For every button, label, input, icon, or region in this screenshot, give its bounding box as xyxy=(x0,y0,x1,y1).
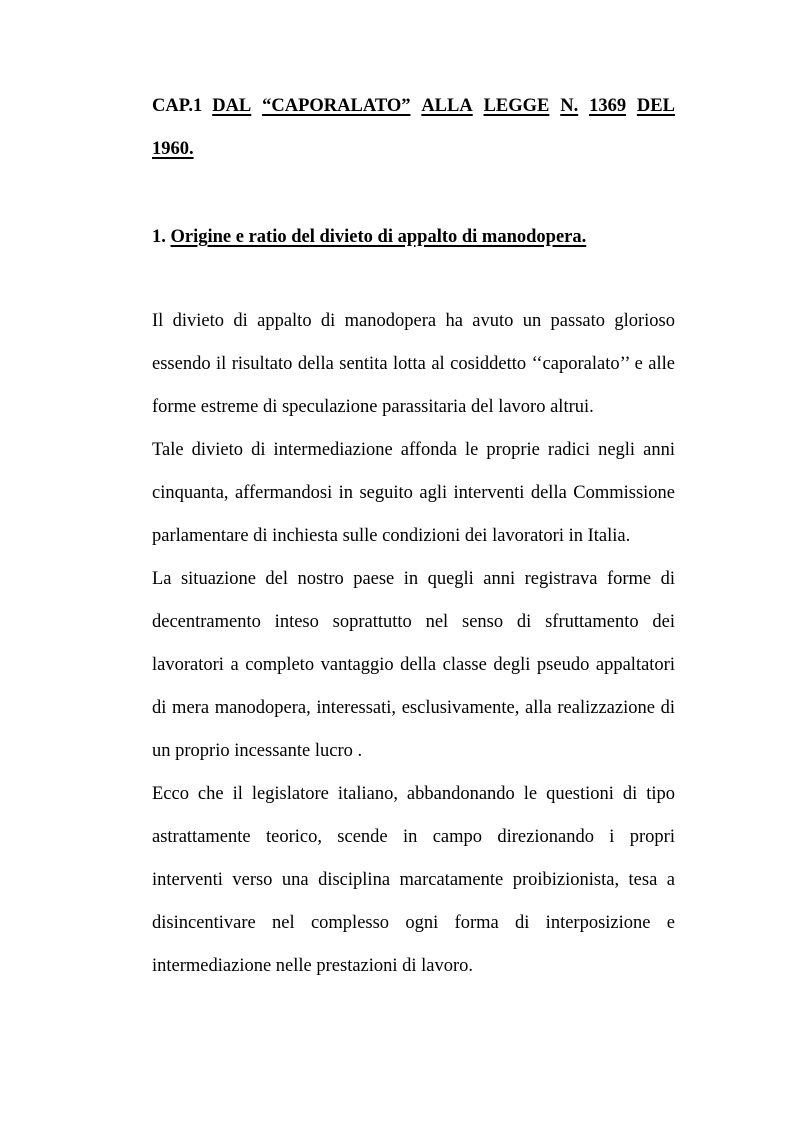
body-text xyxy=(152,300,675,988)
chapter-title-word: 1369 xyxy=(589,96,627,116)
chapter-prefix: CAP.1 xyxy=(152,96,203,116)
chapter-heading-line-2 xyxy=(152,128,675,171)
chapter-title-word: DAL xyxy=(212,96,252,116)
paragraph: La situazione del nostro paese in quegli anni registrava forme di decentramento inteso soprattutto nel senso di sfruttamento dei lavoratori a completo vantaggio della classe degli pseudo appaltatori di mera manodopera, interessati, esclusivamente, alla realizzazione di un proprio incessante lucro . xyxy=(152,569,675,761)
chapter-title-word: “CAPORALATO” xyxy=(262,96,411,116)
paragraph: Il divieto di appalto di manodopera ha avuto un passato glorioso essendo il risultato della sentita lotta al cosiddetto ‘‘caporalato’’ e alle forme estreme di speculazione parassitaria del lavoro altrui. xyxy=(152,311,675,417)
chapter-heading xyxy=(152,85,675,171)
chapter-title-word: LEGGE xyxy=(483,96,550,116)
chapter-title-word: DEL xyxy=(636,96,675,116)
section-number: 1. xyxy=(152,227,166,247)
chapter-title-word: ALLA xyxy=(421,96,473,116)
chapter-heading-line-1 xyxy=(152,85,675,128)
chapter-title-line-2: 1960. xyxy=(152,139,194,159)
chapter-title-line-1 xyxy=(212,85,675,128)
paragraph: Ecco che il legislatore italiano, abbandonando le questioni di tipo astrattamente teorico, scende in campo direzionando i propri interventi verso una disciplina marcatamente proibizionista, tesa a disincentivare nel complesso ogni forma di interposizione e intermediazione nelle prestazioni di lavoro. xyxy=(152,784,675,976)
chapter-title-word: N. xyxy=(560,96,579,116)
paragraph: Tale divieto di intermediazione affonda le proprie radici negli anni cinquanta, affermandosi in seguito agli interventi della Commissione parlamentare di inchiesta sulle condizioni dei lavoratori in Italia. xyxy=(152,440,675,546)
section-title: Origine e ratio del divieto di appalto di manodopera. xyxy=(170,227,587,247)
section-heading xyxy=(152,222,586,252)
